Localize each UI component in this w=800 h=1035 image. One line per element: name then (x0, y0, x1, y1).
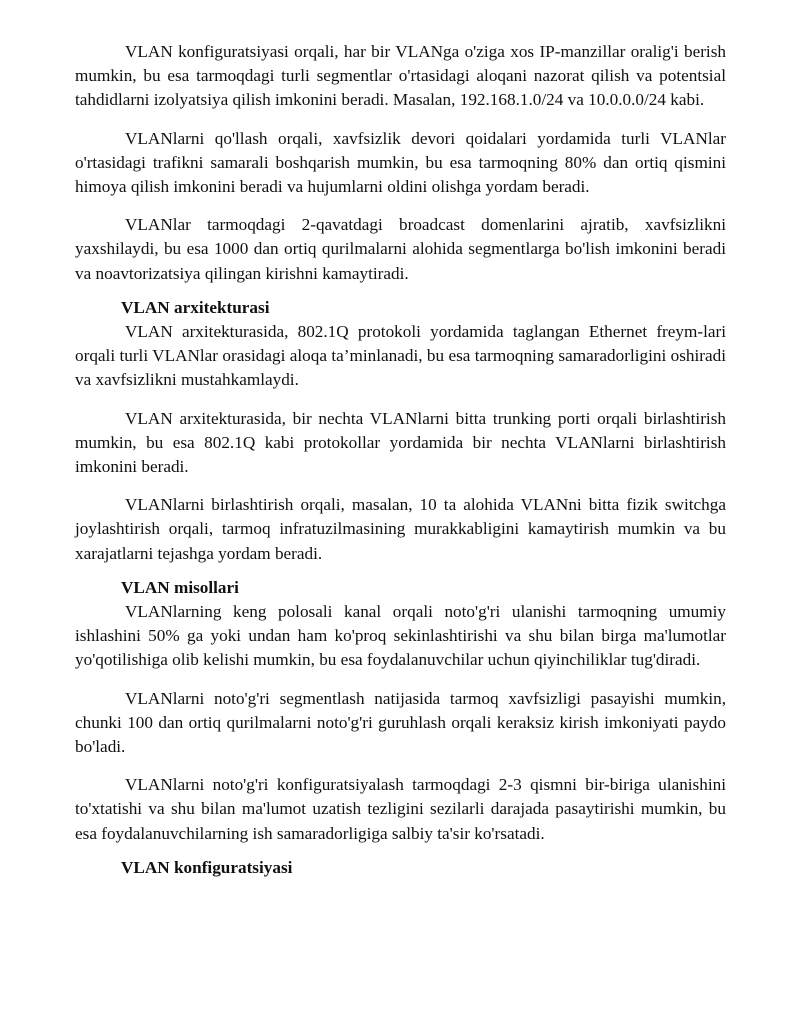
paragraph-8021q-frames: VLAN arxitekturasida, 802.1Q protokoli yordamida taglangan Ethernet freym-lari orqali turli VLANlar orasidagi aloqa ta’minlanadi, bu esa tarmoqning samaradorligini oshiradi va xavfsizlikni mustahkamlaydi. (75, 322, 726, 390)
paragraph-wrong-connection: VLANlarning keng polosali kanal orqali noto'g'ri ulanishi tarmoqning umumiy ishlashini 50% ga yoki undan ham ko'proq sekinlashtirishi va shu bilan birga ma'lumotlar yo'qotilishiga olib kelishi mumkin, bu esa foydalanuvchilar uchun qiyinchiliklar tug'diradi. (75, 602, 726, 670)
heading-vlan-architecture: VLAN arxitekturasi (121, 297, 270, 317)
document-page (75, 40, 726, 880)
paragraph-wrong-segmentation: VLANlarni noto'g'ri segmentlash natijasida tarmoq xavfsizligi pasayishi mumkin, chunki 100 dan ortiq qurilmalarni noto'g'ri guruhlash orqali keraksiz kirish imkoniyati paydo bo'ladi. (75, 688, 726, 757)
paragraph-wrong-configuration: VLANlarni noto'g'ri konfiguratsiyalash tarmoqdagi 2-3 qismni bir-biriga ulanishini to'xtatishi va shu bilan ma'lumot uzatish tezligini sezilarli darajada pasaytirishi mumkin, bu esa foydalanuvchilarning ish samaradorligiga salbiy ta'sir ko'rsatadi. (75, 775, 726, 843)
paragraph-vlan-consolidation: VLANlarni birlashtirish orqali, masalan, 10 ta alohida VLANni bitta fizik switchga joylashtirish orqali, tarmoq infratuzilmasining murakkabligini kamaytirish mumkin va bu xarajatlarni tejashga yordam beradi. (75, 495, 726, 563)
heading-vlan-configuration: VLAN konfiguratsiyasi (121, 857, 293, 877)
paragraph-firewall-rules: VLANlarni qo'llash orqali, xavfsizlik devori qoidalari yordamida turli VLANlar o'rtasidagi trafikni samarali boshqarish mumkin, bu esa tarmoqning 80% dan ortiq qismini himoya qilish imkonini beradi va hujumlarni oldini olishga yordam beradi. (75, 128, 726, 197)
paragraph-broadcast-domains: VLANlar tarmoqdagi 2-qavatdagi broadcast domenlarini ajratib, xavfsizlikni yaxshilaydi, bu esa 1000 dan ortiq qurilmalarni alohida segmentlarga bo'lish imkonini beradi va noavtorizatsiya qilingan kirishni kamaytiradi. (75, 215, 726, 283)
paragraph-ip-ranges: VLAN konfiguratsiyasi orqali, har bir VLANga o'ziga xos IP-manzillar oralig'i berish mumkin, bu esa tarmoqdagi turli segmentlar o'rtasidagi aloqani nazorat qilish va potentsial tahdidlarni izolyatsiya qilish imkonini beradi. Masalan, 192.168.1.0/24 va 10.0.0.0/24 kabi. (75, 42, 726, 110)
paragraph-trunking-port: VLAN arxitekturasida, bir nechta VLANlarni bitta trunking porti orqali birlashtirish mumkin, bu esa 802.1Q kabi protokollar yordamida bir nechta VLANlarni birlashtirish imkonini beradi. (75, 408, 726, 477)
heading-vlan-examples: VLAN misollari (121, 577, 239, 597)
